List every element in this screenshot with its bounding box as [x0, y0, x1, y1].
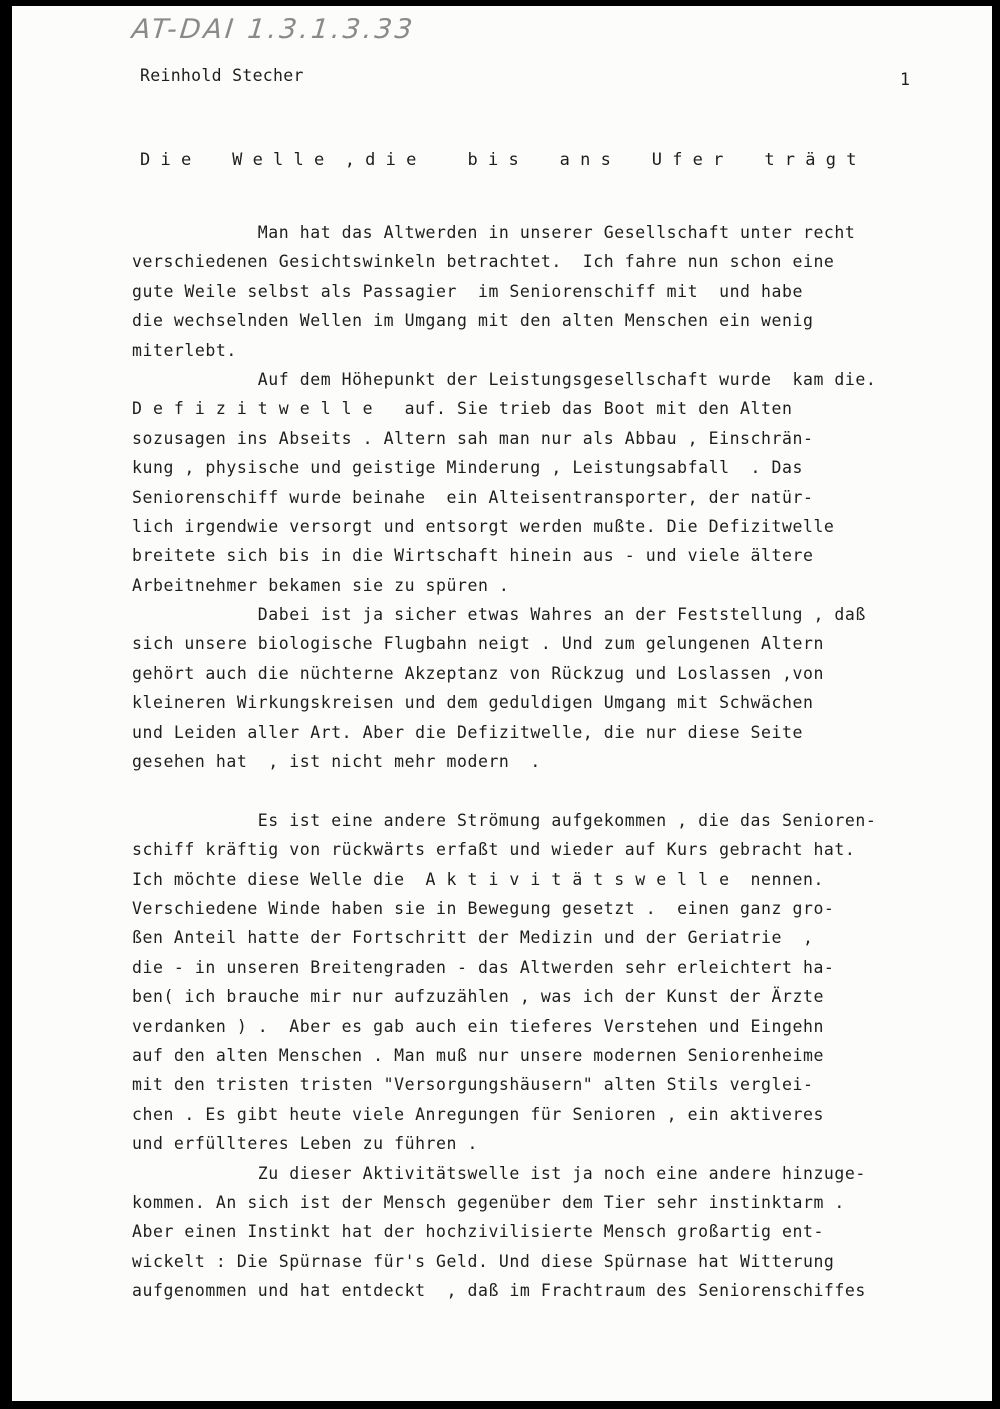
text-line: Man hat das Altwerden in unserer Gesellschaft unter recht — [132, 223, 856, 242]
text-line: die - in unseren Breitengraden - das Altwerden sehr erleichtert ha- — [132, 957, 835, 977]
text-line: Seniorenschiff wurde beinahe ein Alteisentransporter, der natür- — [132, 487, 814, 507]
text-line: Es ist eine andere Strömung aufgekommen , die das Senioren- — [132, 810, 877, 830]
text-line: Ich möchte diese Welle die A k t i v i t ä t s w e l l e nennen. — [132, 869, 824, 889]
text-line: D e f i z i t w e l l e auf. Sie trieb das Boot mit den Alten — [132, 399, 793, 419]
document-page — [12, 6, 992, 1401]
text-line: mit den tristen tristen "Versorgungshäusern" alten Stils verglei- — [132, 1075, 814, 1095]
text-line: verschiedenen Gesichtswinkeln betrachtet. Ich fahre nun schon eine — [132, 252, 835, 272]
text-line: und Leiden aller Art. Aber die Defizitwelle, die nur diese Seite — [132, 722, 803, 742]
text-line: sozusagen ins Abseits . Altern sah man nur als Abbau , Einschrän- — [132, 428, 814, 448]
text-line: Auf dem Höhepunkt der Leistungsgesellschaft wurde kam die. — [132, 369, 877, 389]
text-line: gute Weile selbst als Passagier im Seniorenschiff mit und habe — [132, 281, 803, 301]
text-line: verdanken ) . Aber es gab auch ein tieferes Verstehen und Eingehn — [132, 1016, 824, 1036]
text-line: und erfüllteres Leben zu führen . — [132, 1134, 478, 1154]
text-line: Verschiedene Winde haben sie in Bewegung gesetzt . einen ganz gro- — [132, 898, 835, 918]
text-line: die wechselnden Wellen im Umgang mit den alten Menschen ein wenig — [132, 311, 814, 331]
text-line: Zu dieser Aktivitätswelle ist ja noch eine andere hinzuge- — [132, 1163, 866, 1183]
author-name: Reinhold Stecher — [140, 66, 304, 85]
text-line: Dabei ist ja sicher etwas Wahres an der Feststellung , daß — [132, 605, 866, 625]
text-line: kommen. An sich ist der Mensch gegenüber dem Tier sehr instinktarm . — [132, 1192, 845, 1212]
text-line: chen . Es gibt heute viele Anregungen für Senioren , ein aktiveres — [132, 1104, 824, 1124]
text-line: Aber einen Instinkt hat der hochzivilisierte Mensch großartig ent- — [132, 1222, 824, 1242]
text-line: aufgenommen und hat entdeckt , daß im Frachtraum des Seniorenschiffes — [132, 1281, 866, 1301]
text-line: miterlebt. — [132, 340, 237, 360]
text-line: ßen Anteil hatte der Fortschritt der Medizin und der Geriatrie , — [132, 928, 814, 948]
text-line — [132, 776, 962, 805]
text-line: Arbeitnehmer bekamen sie zu spüren . — [132, 575, 510, 595]
text-line: auf den alten Menschen . Man muß nur unsere modernen Seniorenheime — [132, 1045, 824, 1065]
text-line: kleineren Wirkungskreisen und dem geduldigen Umgang mit Schwächen — [132, 693, 814, 713]
text-line: ben( ich brauche mir nur aufzuzählen , was ich der Kunst der Ärzte — [132, 987, 824, 1007]
text-line: gesehen hat , ist nicht mehr modern . — [132, 752, 541, 772]
text-line: sich unsere biologische Flugbahn neigt . Und zum gelungenen Altern — [132, 634, 824, 654]
text-line: schiff kräftig von rückwärts erfaßt und wieder auf Kurs gebracht hat. — [132, 840, 856, 860]
body-text — [132, 218, 962, 1305]
document-title: D i e W e l l e , d i e b i s a n s U f e r t r ä g t — [140, 150, 857, 170]
text-line: gehört auch die nüchterne Akzeptanz von Rückzug und Loslassen ,von — [132, 663, 824, 683]
text-line: breitete sich bis in die Wirtschaft hinein aus - und viele ältere — [132, 546, 814, 566]
text-line: lich irgendwie versorgt und entsorgt werden mußte. Die Defizitwelle — [132, 516, 835, 536]
archive-signature: AT-DAI 1.3.1.3.33 — [130, 14, 417, 45]
page-number: 1 — [900, 70, 910, 89]
text-line: wickelt : Die Spürnase für's Geld. Und diese Spürnase hat Witterung — [132, 1251, 835, 1271]
text-line: kung , physische und geistige Minderung , Leistungsabfall . Das — [132, 458, 803, 478]
